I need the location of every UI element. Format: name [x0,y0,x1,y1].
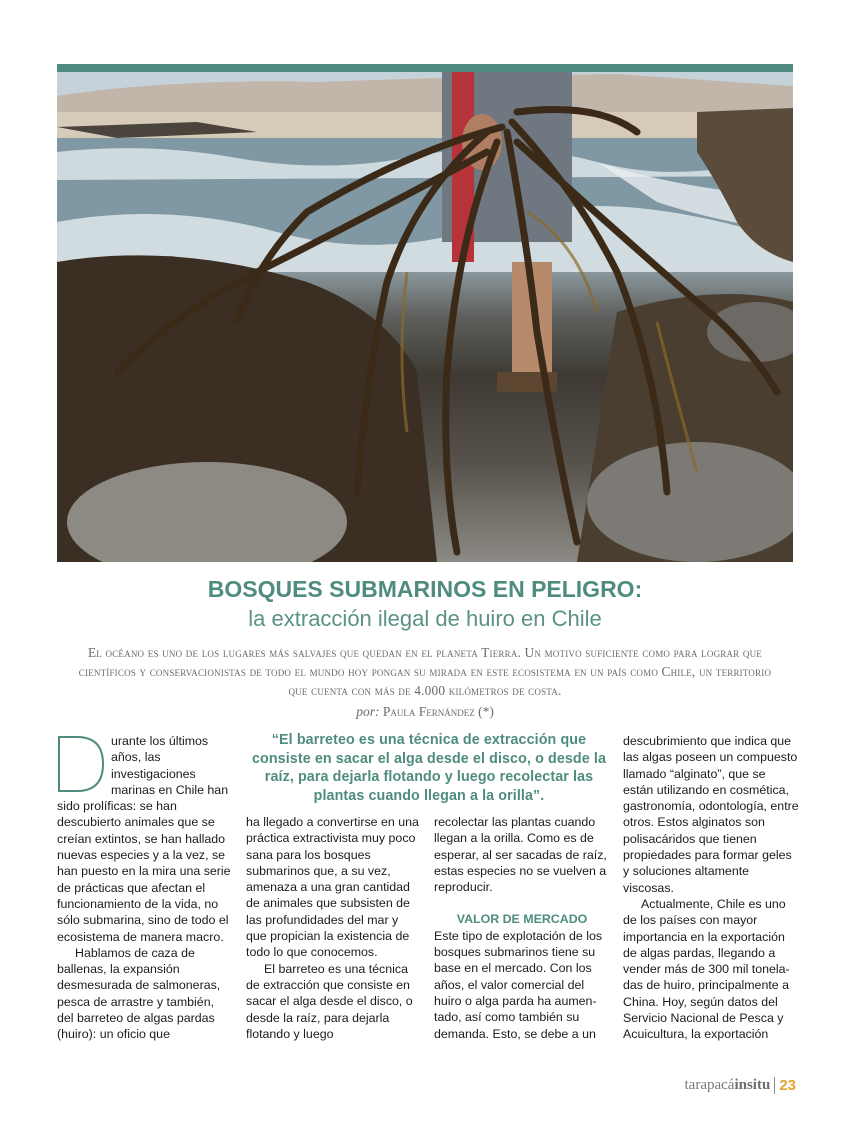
page-number: 23 [779,1077,796,1094]
column-3-paragraph-1: recolectar las plantas cuando llegan a la orilla. Como es de esperar, al ser sacadas de raíz, estas especies no se vuelven a reproducir. [434,815,607,895]
kelp-harvest-illustration [57,72,793,562]
article-title: BOSQUES SUBMARINOS EN PELIGRO: [207,576,643,602]
header-accent-bar [57,64,793,72]
column-1-paragraph-1: urante los últimos años, las investigaciones marinas en Chile han sido prolíficas: se han descubierto animales que se creían extintos, se han hallado nuevas especies y a la vez, se han puesto en la mira una serie de prácticas que afectan el funcionamiento de la vida, no sólo submarina, sino de todo el ecosistema de manera macro. [57,734,231,944]
article-column-4 [623,733,799,1043]
article-column-3 [434,814,610,1042]
publication-name-bold: insitu [734,1077,771,1093]
byline-prefix: por: [356,704,380,719]
drop-cap [57,735,105,793]
column-2-paragraph-1: ha llegado a convertirse en una práctica extractivista muy poco sana para los bosques submarinos que, a su vez, amenaza a una gran cantidad de animales que subsisten de las profundidades del mar y que propician la existencia de todo lo que conocemos. [246,815,419,960]
article-subtitle: la extracción ilegal de huiro en Chile [248,606,602,631]
page-footer [685,1077,797,1094]
article-column-2 [246,814,422,1042]
byline [0,704,850,720]
article-intro: El océano es uno de los lugares más salvajes que quedan en el planeta Tierra. Un motivo suficiente como para lograr que científicos y conservacionistas de todo el mundo hoy pongan su mirada en este ecosistema en un país como Chile, un territorio que cuenta con más de 4.000 kilómetros de costa. [78,645,772,698]
footer-divider [774,1077,775,1094]
column-4-paragraph-1: descubrimiento que indica que las algas poseen un compuesto llamado “alginato”, que se están utilizando en cosmética, gastronomía, odontología, entre otros. Estos alginatos son polisacáridos que tienen propiedades para formar geles y soluciones altamente viscosas. [623,734,799,895]
column-4-paragraph-2: Actualmente, Chile es uno de los países con mayor importancia en la exportación de algas pardas, llegando a vender más de 300 mil tonela-das de huiro, principalmente a China. Hoy, según datos del Servicio Nacional de Pesca y Acuicultura, la exportación [623,896,790,1042]
article-column-1 [57,733,233,1043]
column-2-paragraph-2: El barreteo es una técnica de extracción que consiste en sacar el alga desde el disco, o desde la raíz, para dejarla flotando y luego [246,961,413,1041]
publication-name [685,1077,771,1094]
pull-quote: “El barreteo es una técnica de extracción que consiste en sacar el alga desde el disco, o desde la raíz, para dejarla flotando y luego recolectar las plantas cuando llegan a la orilla”. [251,732,607,804]
column-1-paragraph-2: Hablamos de caza de ballenas, la expansión desmesurada de salmoneras, pesca de arrastre y también, del barreteo de algas pardas (huiro): un oficio que [57,945,221,1042]
column-3-paragraph-2: Este tipo de explotación de los bosques submarinos tiene su base en el mercado. Con los años, el valor comercial del huiro o alga parda ha aumen-tado, así como también su demanda. Esto, se debe a un [434,928,603,1041]
publication-name-regular: tarapacá [684,1077,735,1093]
section-subhead: VALOR DE MERCADO [456,912,588,927]
byline-author: Paula Fernández (*) [382,704,494,719]
hero-photo [57,72,793,562]
drop-cap-d-icon [57,735,105,793]
